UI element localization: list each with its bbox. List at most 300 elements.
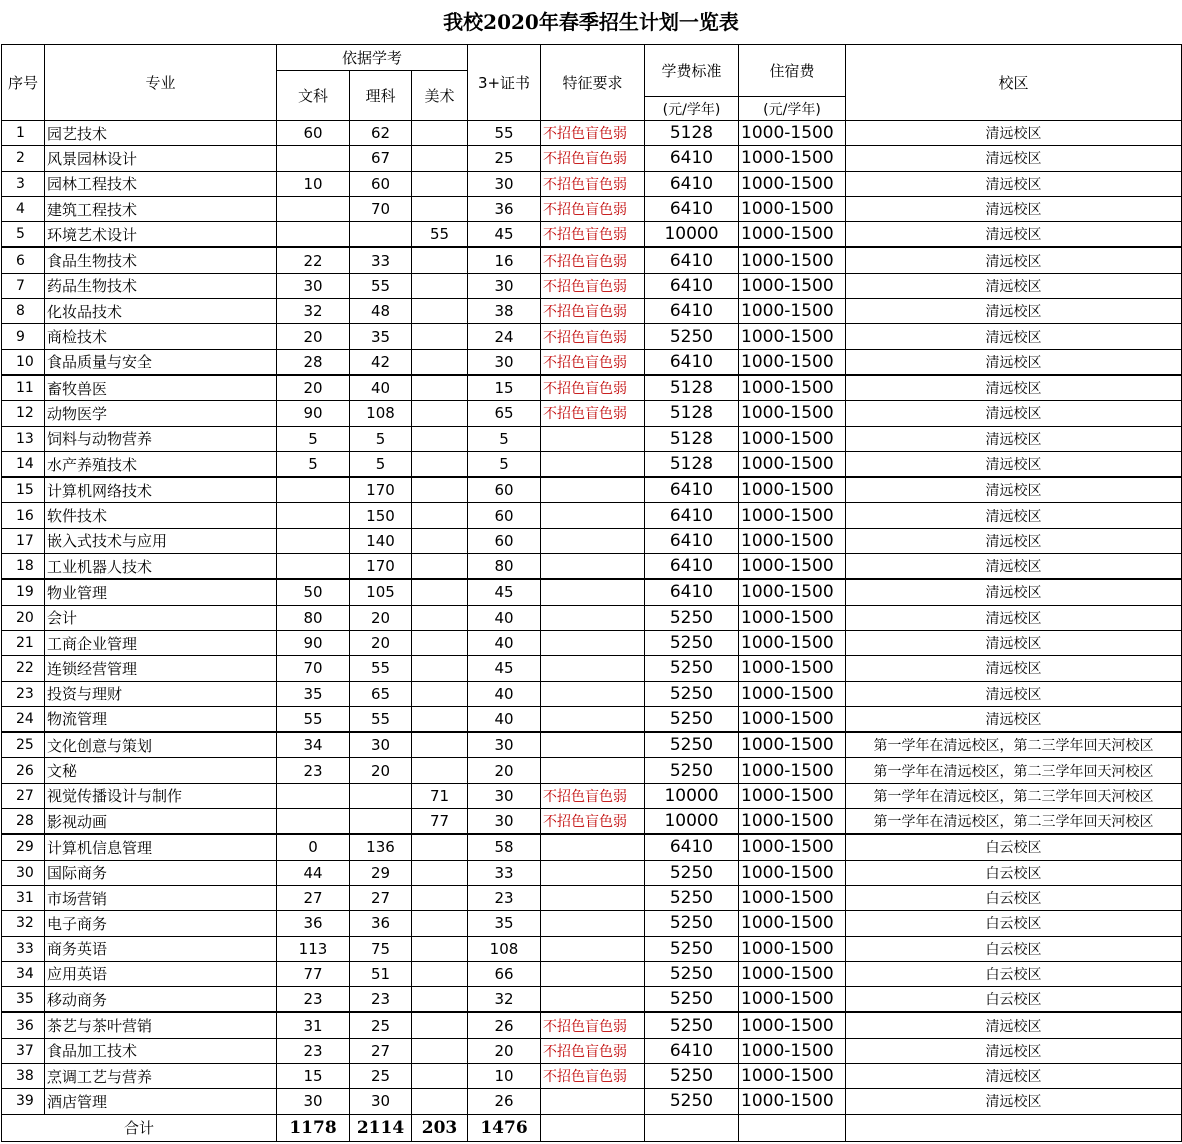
cell-tuition: 5250 [645,1063,739,1088]
cell-index: 4 [2,196,45,221]
header-dorm-unit: (元/学年) [739,97,846,121]
cell-index: 29 [2,834,45,860]
cell-campus: 清远校区 [846,451,1182,477]
cell-science: 108 [350,401,412,426]
cell-cert: 60 [468,477,541,503]
cell-index: 28 [2,809,45,835]
cell-special-requirement: 不招色盲色弱 [541,1038,645,1063]
header-arts: 文科 [277,71,350,121]
cell-cert: 30 [468,732,541,758]
cell-fine-arts: 71 [412,783,468,808]
cell-cert: 55 [468,121,541,146]
cell-special-requirement [541,936,645,961]
table-row [2,911,1182,936]
cell-cert: 10 [468,1063,541,1088]
cell-arts: 90 [277,630,350,655]
cell-special-requirement [541,528,645,553]
cell-science: 75 [350,936,412,961]
cell-campus: 清远校区 [846,1063,1182,1088]
cell-arts: 90 [277,401,350,426]
totals-science: 2114 [350,1114,412,1141]
cell-campus: 白云校区 [846,860,1182,885]
cell-major: 化妆品技术 [45,299,277,324]
cell-science: 20 [350,605,412,630]
header-basis: 依据学考 [277,45,468,71]
table-row [2,171,1182,196]
table-row [2,885,1182,910]
cell-major: 会计 [45,605,277,630]
cell-major: 电子商务 [45,911,277,936]
cell-cert: 26 [468,1012,541,1038]
cell-major: 移动商务 [45,987,277,1013]
cell-cert: 45 [468,656,541,681]
cell-dorm-fee: 1000-1500 [739,1063,846,1088]
totals-cert: 1476 [468,1114,541,1141]
cell-science: 67 [350,146,412,171]
cell-major: 市场营销 [45,885,277,910]
cell-special-requirement [541,451,645,477]
cell-dorm-fee: 1000-1500 [739,1038,846,1063]
cell-index: 33 [2,936,45,961]
cell-major: 食品生物技术 [45,247,277,273]
cell-arts [277,222,350,248]
cell-cert: 108 [468,936,541,961]
cell-tuition: 5250 [645,987,739,1013]
cell-index: 25 [2,732,45,758]
cell-tuition: 5250 [645,860,739,885]
cell-major: 环境艺术设计 [45,222,277,248]
cell-major: 物业管理 [45,579,277,605]
cell-arts: 22 [277,247,350,273]
cell-cert: 16 [468,247,541,273]
cell-arts: 36 [277,911,350,936]
table-row [2,681,1182,706]
cell-dorm-fee: 1000-1500 [739,911,846,936]
cell-tuition: 5128 [645,426,739,451]
cell-tuition: 5250 [645,706,739,732]
cell-cert: 30 [468,349,541,375]
cell-fine-arts [412,324,468,349]
cell-arts [277,146,350,171]
cell-fine-arts [412,681,468,706]
cell-index: 20 [2,605,45,630]
cell-index: 1 [2,121,45,146]
cell-major: 视觉传播设计与制作 [45,783,277,808]
cell-fine-arts [412,171,468,196]
cell-special-requirement [541,426,645,451]
cell-dorm-fee: 1000-1500 [739,247,846,273]
table-row [2,987,1182,1013]
cell-dorm-fee: 1000-1500 [739,579,846,605]
cell-fine-arts [412,860,468,885]
header-science: 理科 [350,71,412,121]
cell-index: 7 [2,273,45,298]
cell-major: 软件技术 [45,503,277,528]
cell-dorm-fee: 1000-1500 [739,451,846,477]
cell-fine-arts [412,273,468,298]
cell-index: 24 [2,706,45,732]
cell-tuition: 5128 [645,401,739,426]
cell-fine-arts [412,349,468,375]
table-row [2,299,1182,324]
table-row [2,451,1182,477]
table-row [2,1063,1182,1088]
cell-tuition: 5250 [645,1012,739,1038]
cell-cert: 58 [468,834,541,860]
cell-major: 文化创意与策划 [45,732,277,758]
cell-index: 5 [2,222,45,248]
cell-arts: 60 [277,121,350,146]
cell-arts [277,554,350,580]
cell-index: 6 [2,247,45,273]
cell-cert: 23 [468,885,541,910]
cell-major: 影视动画 [45,809,277,835]
cell-cert: 25 [468,146,541,171]
cell-science: 136 [350,834,412,860]
cell-tuition: 5250 [645,936,739,961]
table-row [2,860,1182,885]
cell-science: 5 [350,426,412,451]
header-campus: 校区 [846,45,1182,121]
cell-index: 32 [2,911,45,936]
cell-science: 55 [350,706,412,732]
table-row [2,1012,1182,1038]
cell-cert: 60 [468,503,541,528]
cell-fine-arts: 77 [412,809,468,835]
table-row [2,783,1182,808]
table-row [2,121,1182,146]
cell-cert: 65 [468,401,541,426]
cell-special-requirement [541,758,645,783]
cell-tuition: 5128 [645,451,739,477]
cell-science: 27 [350,1038,412,1063]
cell-special-requirement [541,579,645,605]
cell-tuition: 5250 [645,630,739,655]
cell-arts: 113 [277,936,350,961]
cell-tuition: 5250 [645,885,739,910]
table-row [2,1089,1182,1114]
cell-fine-arts: 55 [412,222,468,248]
cell-major: 畜牧兽医 [45,375,277,401]
table-row [2,273,1182,298]
cell-special-requirement [541,885,645,910]
cell-fine-arts [412,732,468,758]
cell-tuition: 5250 [645,324,739,349]
cell-campus: 清远校区 [846,656,1182,681]
cell-fine-arts [412,1063,468,1088]
header-cert: 3+证书 [468,45,541,121]
cell-tuition: 6410 [645,196,739,221]
cell-science: 51 [350,961,412,986]
cell-dorm-fee: 1000-1500 [739,809,846,835]
cell-major: 嵌入式技术与应用 [45,528,277,553]
cell-special-requirement [541,1089,645,1114]
cell-dorm-fee: 1000-1500 [739,961,846,986]
cell-fine-arts [412,196,468,221]
cell-campus: 第一学年在清远校区，第二三学年回天河校区 [846,809,1182,835]
cell-major: 药品生物技术 [45,273,277,298]
cell-fine-arts [412,299,468,324]
cell-dorm-fee: 1000-1500 [739,860,846,885]
cell-science: 35 [350,324,412,349]
cell-index: 2 [2,146,45,171]
cell-tuition: 5250 [645,961,739,986]
cell-cert: 15 [468,375,541,401]
cell-campus: 第一学年在清远校区，第二三学年回天河校区 [846,758,1182,783]
cell-dorm-fee: 1000-1500 [739,299,846,324]
cell-special-requirement [541,860,645,885]
cell-index: 19 [2,579,45,605]
cell-tuition: 5128 [645,375,739,401]
cell-cert: 80 [468,554,541,580]
cell-index: 36 [2,1012,45,1038]
cell-fine-arts [412,758,468,783]
cell-special-requirement [541,834,645,860]
cell-dorm-fee: 1000-1500 [739,732,846,758]
cell-campus: 清远校区 [846,1038,1182,1063]
cell-science: 70 [350,196,412,221]
cell-major: 计算机网络技术 [45,477,277,503]
cell-science: 36 [350,911,412,936]
cell-special-requirement [541,911,645,936]
cell-arts: 30 [277,273,350,298]
cell-arts: 34 [277,732,350,758]
cell-tuition: 6410 [645,477,739,503]
cell-dorm-fee: 1000-1500 [739,324,846,349]
table-row [2,579,1182,605]
cell-index: 9 [2,324,45,349]
cell-cert: 38 [468,299,541,324]
cell-tuition: 6410 [645,1038,739,1063]
cell-special-requirement: 不招色盲色弱 [541,222,645,248]
cell-cert: 20 [468,758,541,783]
cell-dorm-fee: 1000-1500 [739,783,846,808]
cell-tuition: 6410 [645,554,739,580]
cell-fine-arts [412,146,468,171]
cell-arts: 23 [277,758,350,783]
cell-dorm-fee: 1000-1500 [739,375,846,401]
cell-science: 150 [350,503,412,528]
cell-index: 11 [2,375,45,401]
cell-tuition: 10000 [645,222,739,248]
cell-special-requirement [541,961,645,986]
cell-science: 170 [350,477,412,503]
cell-major: 烹调工艺与营养 [45,1063,277,1088]
cell-special-requirement: 不招色盲色弱 [541,171,645,196]
cell-campus: 清远校区 [846,630,1182,655]
cell-science [350,783,412,808]
table-row [2,630,1182,655]
cell-major: 工商企业管理 [45,630,277,655]
cell-fine-arts [412,834,468,860]
cell-fine-arts [412,247,468,273]
cell-fine-arts [412,1012,468,1038]
cell-index: 12 [2,401,45,426]
totals-campus [846,1114,1182,1141]
table-row [2,146,1182,171]
cell-dorm-fee: 1000-1500 [739,1012,846,1038]
cell-special-requirement: 不招色盲色弱 [541,146,645,171]
cell-major: 国际商务 [45,860,277,885]
cell-cert: 5 [468,451,541,477]
cell-special-requirement: 不招色盲色弱 [541,1012,645,1038]
cell-arts: 20 [277,324,350,349]
cell-science: 60 [350,171,412,196]
cell-major: 投资与理财 [45,681,277,706]
cell-cert: 36 [468,196,541,221]
cell-fine-arts [412,401,468,426]
cell-cert: 30 [468,273,541,298]
cell-index: 38 [2,1063,45,1088]
cell-dorm-fee: 1000-1500 [739,554,846,580]
cell-dorm-fee: 1000-1500 [739,273,846,298]
cell-special-requirement: 不招色盲色弱 [541,324,645,349]
cell-special-requirement [541,732,645,758]
cell-arts: 28 [277,349,350,375]
cell-cert: 20 [468,1038,541,1063]
cell-cert: 35 [468,911,541,936]
cell-special-requirement [541,681,645,706]
cell-major: 商务英语 [45,936,277,961]
cell-science: 55 [350,273,412,298]
cell-fine-arts [412,911,468,936]
cell-tuition: 6410 [645,349,739,375]
table-row [2,656,1182,681]
table-row [2,809,1182,835]
table-row [2,1038,1182,1063]
cell-tuition: 5250 [645,605,739,630]
cell-dorm-fee: 1000-1500 [739,503,846,528]
table-row [2,554,1182,580]
cell-index: 8 [2,299,45,324]
cell-index: 30 [2,860,45,885]
table-row [2,528,1182,553]
cell-tuition: 6410 [645,579,739,605]
cell-arts [277,528,350,553]
cell-cert: 5 [468,426,541,451]
cell-index: 10 [2,349,45,375]
cell-science: 42 [350,349,412,375]
cell-campus: 清远校区 [846,681,1182,706]
cell-campus: 清远校区 [846,528,1182,553]
cell-campus: 清远校区 [846,273,1182,298]
cell-special-requirement [541,503,645,528]
cell-major: 动物医学 [45,401,277,426]
cell-science: 20 [350,630,412,655]
cell-science: 29 [350,860,412,885]
cell-index: 13 [2,426,45,451]
cell-special-requirement: 不招色盲色弱 [541,196,645,221]
cell-special-requirement: 不招色盲色弱 [541,1063,645,1088]
cell-arts [277,503,350,528]
cell-index: 26 [2,758,45,783]
cell-science: 5 [350,451,412,477]
cell-major: 水产养殖技术 [45,451,277,477]
cell-major: 建筑工程技术 [45,196,277,221]
cell-index: 17 [2,528,45,553]
cell-special-requirement [541,630,645,655]
cell-special-requirement [541,987,645,1013]
totals-label: 合计 [2,1114,277,1141]
cell-special-requirement: 不招色盲色弱 [541,121,645,146]
table-row [2,936,1182,961]
cell-fine-arts [412,375,468,401]
cell-dorm-fee: 1000-1500 [739,196,846,221]
cell-dorm-fee: 1000-1500 [739,528,846,553]
cell-cert: 26 [468,1089,541,1114]
cell-dorm-fee: 1000-1500 [739,885,846,910]
cell-arts: 44 [277,860,350,885]
cell-cert: 45 [468,222,541,248]
cell-index: 21 [2,630,45,655]
cell-campus: 清远校区 [846,579,1182,605]
cell-fine-arts [412,656,468,681]
cell-cert: 24 [468,324,541,349]
cell-campus: 白云校区 [846,911,1182,936]
cell-special-requirement [541,477,645,503]
cell-index: 22 [2,656,45,681]
cell-campus: 清远校区 [846,1089,1182,1114]
cell-cert: 66 [468,961,541,986]
cell-fine-arts [412,1089,468,1114]
cell-fine-arts [412,503,468,528]
table-row [2,349,1182,375]
cell-science: 40 [350,375,412,401]
cell-fine-arts [412,579,468,605]
header-tuition: 学费标准 [645,45,739,97]
cell-arts: 31 [277,1012,350,1038]
cell-arts [277,809,350,835]
cell-major: 饲料与动物营养 [45,426,277,451]
cell-fine-arts [412,451,468,477]
cell-arts: 15 [277,1063,350,1088]
table-row [2,706,1182,732]
cell-dorm-fee: 1000-1500 [739,401,846,426]
header-fine-arts: 美术 [412,71,468,121]
cell-campus: 清远校区 [846,349,1182,375]
cell-cert: 45 [468,579,541,605]
cell-tuition: 6410 [645,247,739,273]
cell-fine-arts [412,936,468,961]
cell-fine-arts [412,987,468,1013]
cell-campus: 清远校区 [846,196,1182,221]
cell-science: 27 [350,885,412,910]
cell-tuition: 6410 [645,503,739,528]
cell-index: 39 [2,1089,45,1114]
table-header [2,45,1182,121]
table-row [2,375,1182,401]
cell-arts: 20 [277,375,350,401]
table-row [2,732,1182,758]
cell-major: 计算机信息管理 [45,834,277,860]
cell-tuition: 5250 [645,911,739,936]
cell-dorm-fee: 1000-1500 [739,834,846,860]
cell-major: 风景园林设计 [45,146,277,171]
table-row [2,247,1182,273]
cell-special-requirement: 不招色盲色弱 [541,273,645,298]
cell-dorm-fee: 1000-1500 [739,936,846,961]
cell-science: 25 [350,1012,412,1038]
cell-major: 物流管理 [45,706,277,732]
cell-cert: 32 [468,987,541,1013]
cell-campus: 清远校区 [846,706,1182,732]
cell-science [350,809,412,835]
cell-major: 工业机器人技术 [45,554,277,580]
table-body [2,121,1182,1115]
cell-arts [277,477,350,503]
cell-science: 55 [350,656,412,681]
totals-row [2,1114,1182,1141]
